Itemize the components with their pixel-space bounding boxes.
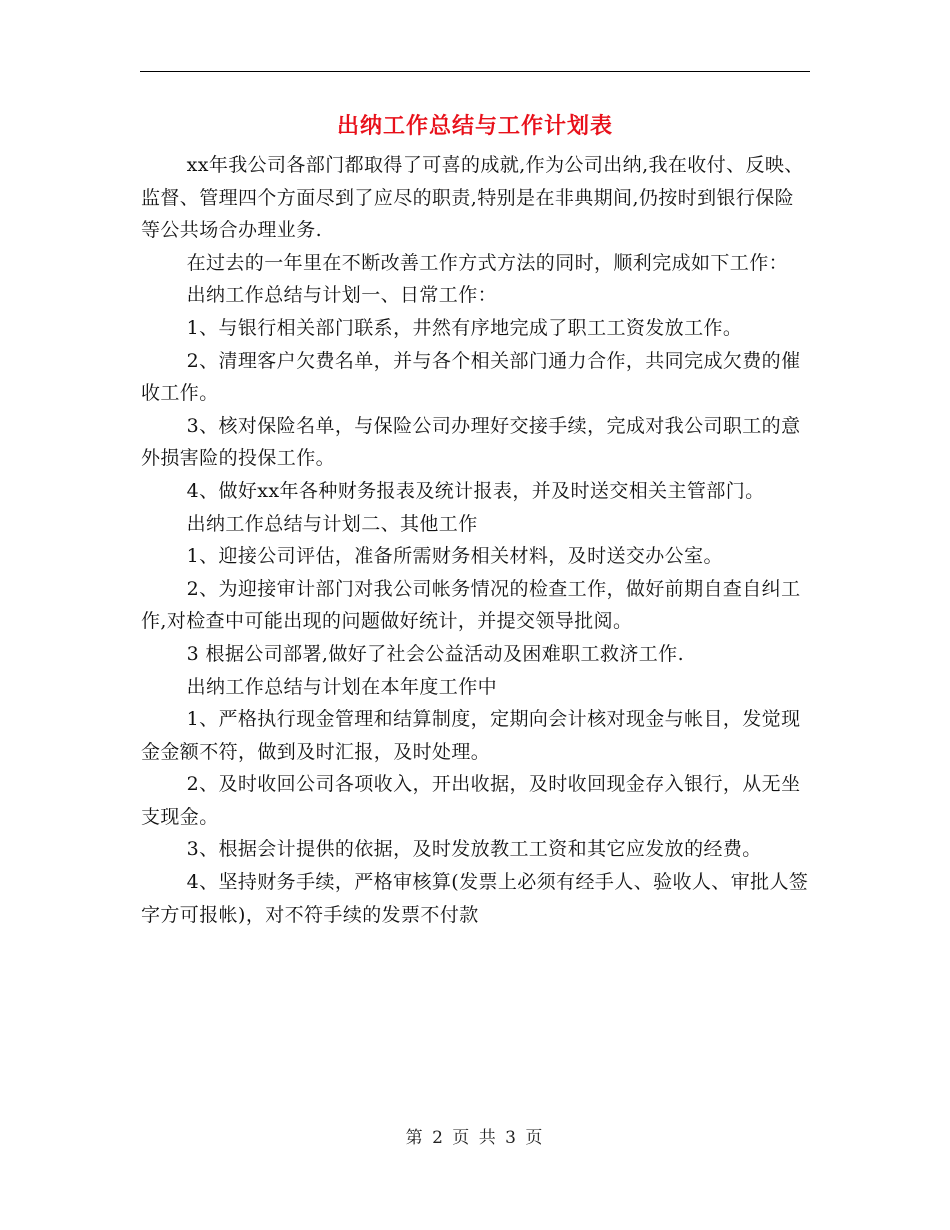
list-item: 1、严格执行现金管理和结算制度，定期向会计核对现金与帐目，发觉现金金额不符，做到及时汇报，及时处理。 [141,708,801,763]
paragraph: xx年我公司各部门都取得了可喜的成就,作为公司出纳,我在收付、反映、监督、管理四个方面尽到了应尽的职责,特别是在非典期间,仍按时到银行保险等公共场合办理业务. [141,154,804,242]
list-item: 3 根据公司部署,做好了社会公益活动及困难职工救济工作. [186,642,685,665]
list-item: 2、及时收回公司各项收入，开出收据，及时收回现金存入银行，从无坐支现金。 [141,773,801,828]
list-item: 1、与银行相关部门联系，井然有序地完成了职工工资发放工作。 [186,316,743,339]
list-item: 3、核对保险名单，与保险公司办理好交接手续，完成对我公司职工的意外损害险的投保工作。 [141,414,801,470]
section-heading: 出纳工作总结与计划在本年度工作中 [186,675,497,698]
list-item: 2、清理客户欠费名单，并与各个相关部门通力合作，共同完成欠费的催收工作。 [141,349,801,405]
page-number: 第 2 页 共 3 页 [405,1128,545,1148]
list-item: 1、迎接公司评估，准备所需财务相关材料，及时送交办公室。 [186,545,723,568]
list-item: 3、根据会计提供的依据，及时发放教工工资和其它应发放的经费。 [186,838,762,861]
header-rule [140,71,810,72]
document-title: 出纳工作总结与工作计划表 [336,113,613,139]
list-item: 4、坚持财务手续，严格审核算(发票上必须有经手人、验收人、审批人签字方可报帐)，对不符手续的发票不付款 [141,871,809,926]
section-heading: 出纳工作总结与计划二、其他工作 [186,512,478,535]
list-item: 4、做好xx年各种财务报表及统计报表，并及时送交相关主管部门。 [186,479,765,502]
paragraph: 在过去的一年里在不断改善工作方式方法的同时，顺利完成如下工作： [186,251,788,274]
list-item: 2、为迎接审计部门对我公司帐务情况的检查工作，做好前期自查自纠工作,对检查中可能出现的问题做好统计，并提交领导批阅。 [141,577,801,633]
section-heading: 出纳工作总结与计划一、日常工作： [186,284,497,307]
document-body [141,149,813,931]
